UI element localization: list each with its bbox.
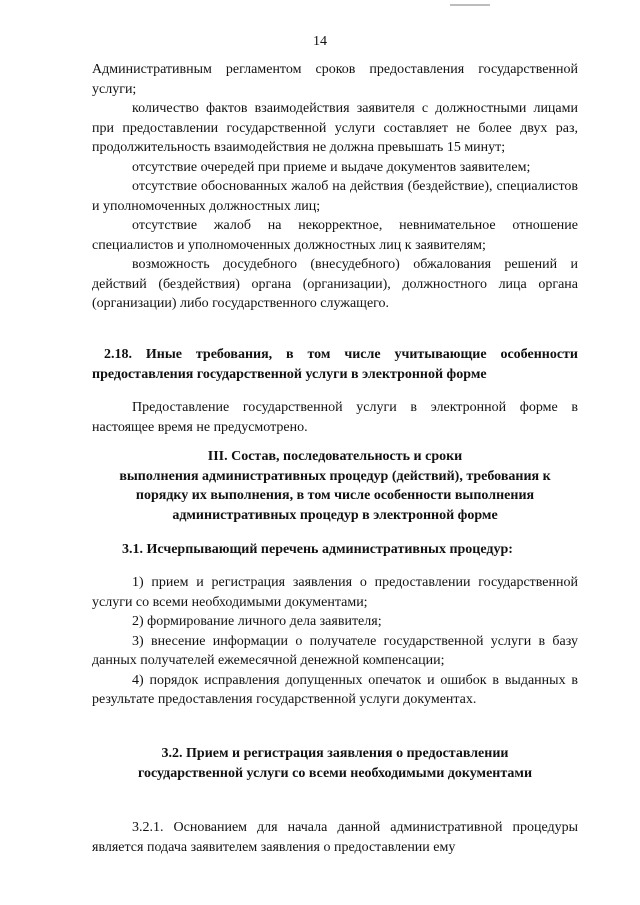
procedure-item: 1) прием и регистрация заявления о предоставлении государственной услуги со всеми необходимыми документами; xyxy=(92,575,578,610)
section-2-18-body xyxy=(92,398,578,437)
criteria-item: возможность досудебного (внесудебного) обжалования решений и действий (бездействия) органа (организации), должностного лица органа (организации) либо государственного служащего. xyxy=(92,257,578,311)
procedure-item: 2) формирование личного дела заявителя; xyxy=(132,614,382,629)
criteria-item: отсутствие очередей при приеме и выдаче документов заявителем; xyxy=(132,159,531,175)
section-3-1-heading: 3.1. Исчерпывающий перечень административных процедур: xyxy=(122,542,513,557)
section-3-heading-rest: выполнения административных процедур (действий), требования к порядку их выполнения, в том числе особенности выполнения административных процедур в электронной форме xyxy=(119,468,551,523)
criteria-block xyxy=(92,60,578,314)
page-number: 14 xyxy=(313,34,327,49)
criteria-item: отсутствие обоснованных жалоб на действия (бездействие), специалистов и уполномоченных должностных лиц; xyxy=(92,179,578,214)
section-3-heading-line1: III. Состав, последовательность и сроки xyxy=(207,449,463,464)
section-3-1-list xyxy=(92,573,578,710)
section-2-18-text: Предоставление государственной услуги в электронной форме в настоящее время не предусмотрено. xyxy=(92,400,578,435)
procedure-item: 4) порядок исправления допущенных опечаток и ошибок в выданных в результате предоставления государственной услуги документах. xyxy=(92,672,578,707)
section-3-2-body xyxy=(92,818,578,857)
section-3-2-heading-line1: 3.2. Прием и регистрация заявления о предоставлении xyxy=(161,746,509,761)
top-edge-mark xyxy=(450,4,490,6)
section-3-2-heading xyxy=(92,744,578,783)
criteria-item: количество фактов взаимодействия заявителя с должностными лицами при предоставлении государственной услуги составляет не более двух раз, продолжительность взаимодействия не должна превышать 15 минут; xyxy=(92,101,578,155)
section-3-2-1-text: 3.2.1. Основанием для начала данной административной процедуры является подача заявителем заявления о предоставлении ему xyxy=(92,820,578,855)
section-3-heading xyxy=(92,447,578,525)
criteria-item: отсутствие жалоб на некорректное, невнимательное отношение специалистов и уполномоченных должностных лиц к заявителям; xyxy=(92,218,578,253)
procedure-item: 3) внесение информации о получателе государственной услуги в базу данных получателей ежемесячной денежной компенсации; xyxy=(92,633,578,668)
section-2-18-heading: 2.18. Иные требования, в том числе учитывающие особенности предоставления государственной услуги в электронной форме xyxy=(92,347,578,382)
criteria-continuation: Административным регламентом сроков предоставления государственной услуги; xyxy=(92,62,578,97)
section-3-2-heading-line2: государственной услуги со всеми необходимыми документами xyxy=(137,765,533,781)
